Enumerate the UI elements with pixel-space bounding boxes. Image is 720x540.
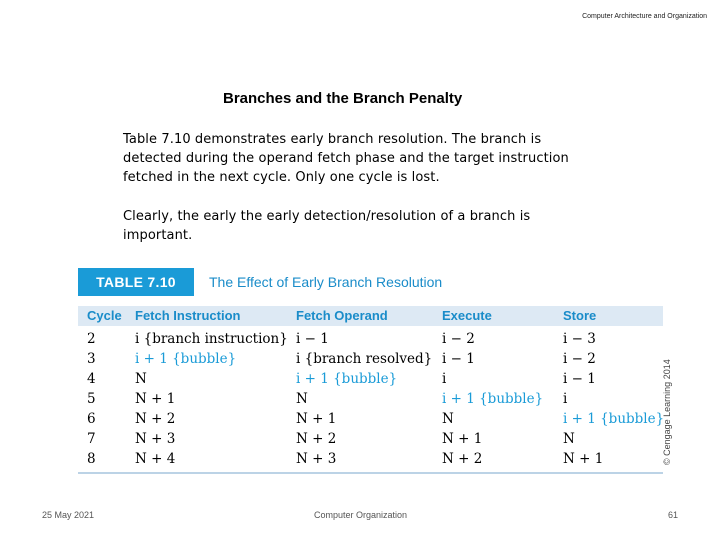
table-cell-execute: i bbox=[442, 371, 447, 387]
table-cell-operand: N bbox=[296, 391, 308, 407]
table-cell-cycle: 7 bbox=[87, 431, 96, 447]
table-cell-fetch: N + 2 bbox=[135, 411, 176, 427]
table-cell-fetch: i {branch instruction} bbox=[135, 331, 288, 347]
paragraph-2-line: Clearly, the early the early detection/resolution of a branch is bbox=[123, 209, 531, 224]
table-cell-store: i bbox=[563, 391, 568, 407]
header-course: Computer Architecture and Organization bbox=[582, 13, 707, 20]
table-cell-operand: i + 1 {bubble} bbox=[296, 371, 398, 387]
table-cell-execute: N + 1 bbox=[442, 431, 483, 447]
table-cell-execute: i − 2 bbox=[442, 331, 475, 347]
table-cell-store: i − 1 bbox=[563, 371, 596, 387]
table-cell-operand: N + 1 bbox=[296, 411, 337, 427]
table-cell-fetch: N + 3 bbox=[135, 431, 176, 447]
table-bottom-rule bbox=[78, 472, 663, 474]
table-cell-cycle: 2 bbox=[87, 331, 96, 347]
table-cell-cycle: 3 bbox=[87, 351, 96, 367]
table-cell-execute: i + 1 {bubble} bbox=[442, 391, 544, 407]
column-header-execute: Execute bbox=[442, 308, 492, 323]
pipeline-table bbox=[78, 268, 663, 474]
table-cell-store: i − 2 bbox=[563, 351, 596, 367]
column-header-fetch-operand: Fetch Operand bbox=[296, 308, 388, 323]
footer-page-number: 61 bbox=[667, 510, 678, 520]
table-caption: The Effect of Early Branch Resolution bbox=[209, 274, 443, 290]
column-header-store: Store bbox=[563, 308, 597, 323]
table-cell-fetch: N + 1 bbox=[135, 391, 176, 407]
table-cell-operand: N + 2 bbox=[296, 431, 337, 447]
table-cell-store: N bbox=[563, 431, 575, 447]
table-cell-cycle: 5 bbox=[87, 391, 96, 407]
table-cell-execute: N bbox=[442, 411, 454, 427]
table-cell-operand: i {branch resolved} bbox=[296, 351, 433, 367]
table-cell-cycle: 6 bbox=[87, 411, 96, 427]
table-cell-fetch: N bbox=[135, 371, 147, 387]
table-cell-operand: i − 1 bbox=[296, 331, 329, 347]
table-cell-execute: i − 1 bbox=[442, 351, 475, 367]
footer-center: Computer Organization bbox=[314, 510, 408, 520]
copyright-notice: © Cengage Learning 2014 bbox=[662, 359, 672, 465]
slide-title: Branches and the Branch Penalty bbox=[223, 90, 463, 107]
table-cell-execute: N + 2 bbox=[442, 451, 483, 467]
table-cell-store: i + 1 {bubble} bbox=[563, 411, 665, 427]
table-cell-fetch: N + 4 bbox=[135, 451, 176, 467]
footer-date: 25 May 2021 bbox=[42, 510, 95, 520]
paragraph-1 bbox=[123, 130, 593, 187]
table-cell-store: N + 1 bbox=[563, 451, 604, 467]
column-header-cycle: Cycle bbox=[87, 308, 122, 323]
table-cell-fetch: i + 1 {bubble} bbox=[135, 351, 237, 367]
paragraph-2 bbox=[123, 207, 593, 245]
table-cell-store: i − 3 bbox=[563, 331, 596, 347]
table-cell-operand: N + 3 bbox=[296, 451, 337, 467]
paragraph-1-line: fetched in the next cycle. Only one cycle is lost. bbox=[123, 170, 440, 185]
table-cell-cycle: 4 bbox=[87, 371, 96, 387]
table-label: TABLE 7.10 bbox=[78, 268, 194, 296]
table-cell-cycle: 8 bbox=[87, 451, 96, 467]
paragraph-1-line: Table 7.10 demonstrates early branch resolution. The branch is bbox=[123, 132, 542, 147]
paragraph-1-line: detected during the operand fetch phase and the target instruction bbox=[123, 151, 569, 166]
column-header-fetch-instruction: Fetch Instruction bbox=[135, 308, 241, 323]
paragraph-2-line: important. bbox=[123, 228, 193, 243]
